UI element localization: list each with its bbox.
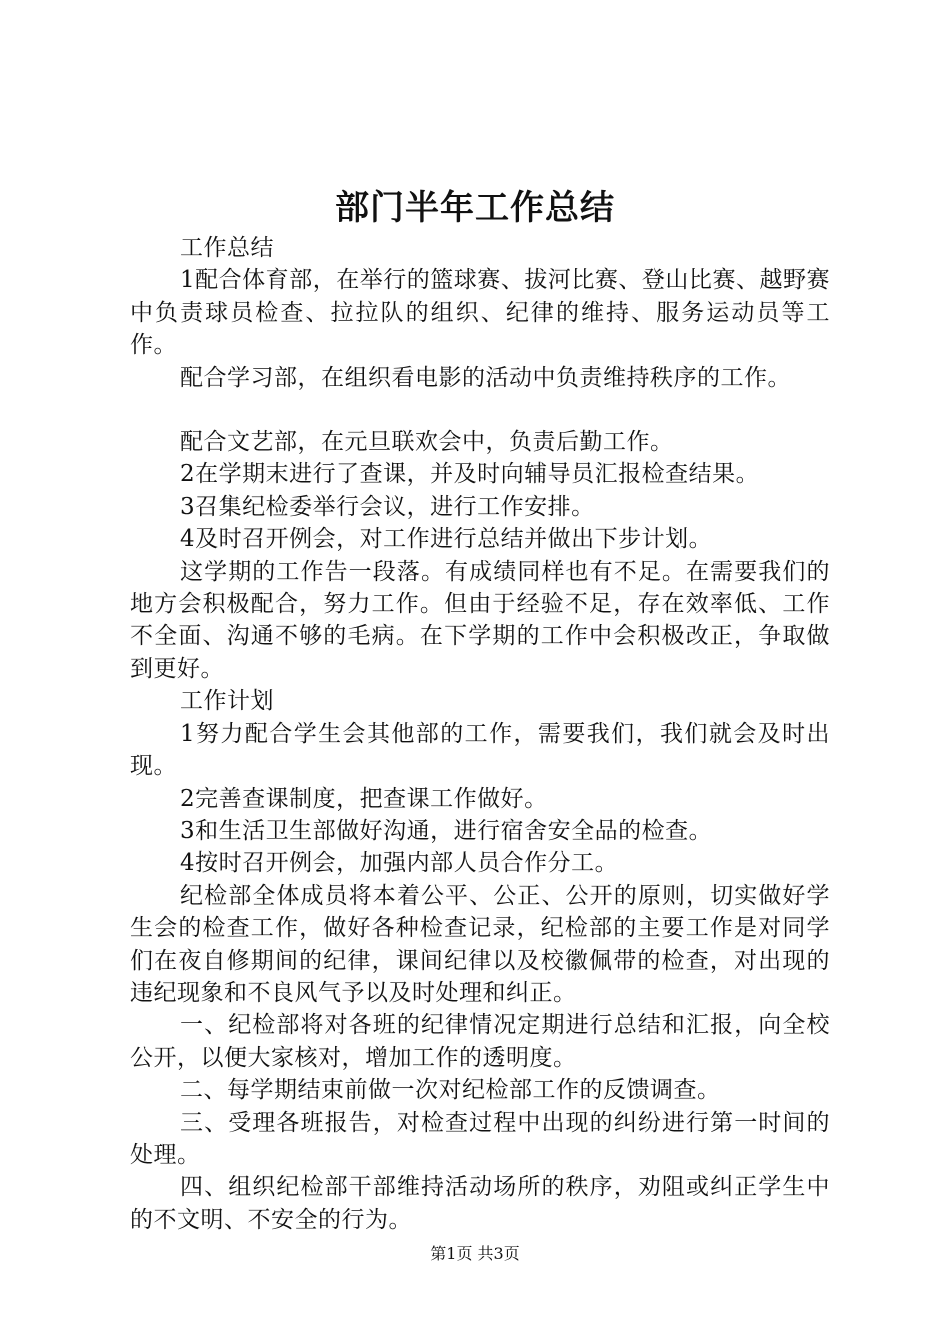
paragraph: 3召集纪检委举行会议，进行工作安排。: [180, 493, 595, 520]
paragraph: 2在学期末进行了查课，并及时向辅导员汇报检查结果。: [180, 461, 760, 488]
paragraph: 纪检部全体成员将本着公平、公正、公开的原则，切实做好学生会的检查工作，做好各种检查记录，纪检部的主要工作是对同学们在夜自修期间的纪律，课间纪律以及校徽佩带的检查，对出现的违纪现象和不良风气予以及时处理和纠正。: [130, 882, 830, 1006]
section-heading-plan: 工作计划: [180, 688, 274, 715]
document-title: 部门半年工作总结: [335, 188, 615, 228]
paragraph: 2完善查课制度，把查课工作做好。: [180, 785, 548, 812]
section-heading-summary: 工作总结: [180, 235, 274, 261]
paragraph: 四、组织纪检部干部维持活动场所的秩序，劝阻或纠正学生中的不文明、不安全的行为。: [130, 1174, 830, 1233]
paragraph: 配合学习部，在组织看电影的活动中负责维持秩序的工作。: [180, 364, 791, 391]
paragraph: 这学期的工作告一段落。有成绩同样也有不足。在需要我们的地方会积极配合，努力工作。但由于经验不足，存在效率低、工作不全面、沟通不够的毛病。在下学期的工作中会积极改正，争取做到更好。: [130, 558, 830, 682]
paragraph: 4及时召开例会，对工作进行总结并做出下步计划。: [180, 526, 713, 553]
paragraph: 3和生活卫生部做好沟通，进行宿舍安全品的检查。: [180, 817, 713, 844]
page-footer: 第1页 共3页: [430, 1244, 520, 1263]
paragraph: 一、纪检部将对各班的纪律情况定期进行总结和汇报，向全校公开，以便大家核对，增加工作的透明度。: [130, 1012, 830, 1071]
paragraph: 配合文艺部，在元旦联欢会中，负责后勤工作。: [180, 429, 674, 456]
paragraph: 1配合体育部，在举行的篮球赛、拔河比赛、登山比赛、越野赛中负责球员检查、拉拉队的组织、纪律的维持、服务运动员等工作。: [130, 267, 830, 359]
document-body: [130, 232, 830, 1236]
paragraph: 二、每学期结束前做一次对纪检部工作的反馈调查。: [180, 1077, 721, 1104]
paragraph: 三、受理各班报告，对检查过程中出现的纠纷进行第一时间的处理。: [130, 1109, 830, 1168]
paragraph: 4按时召开例会，加强内部人员合作分工。: [180, 850, 619, 877]
paragraph: 1努力配合学生会其他部的工作，需要我们，我们就会及时出现。: [130, 720, 830, 780]
